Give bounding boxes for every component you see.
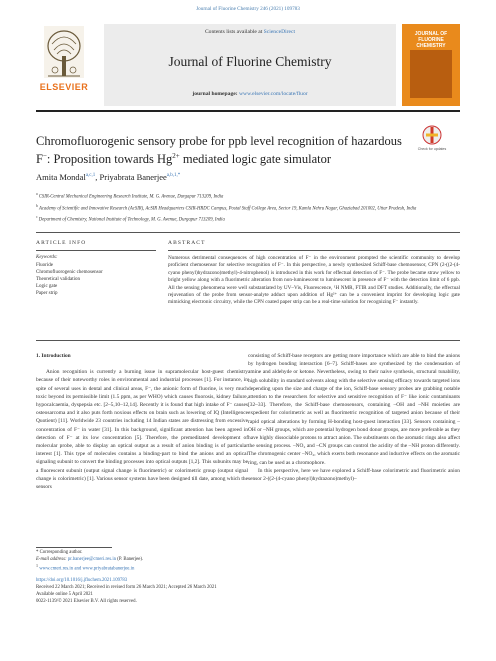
divider: [168, 250, 460, 251]
homepage-link[interactable]: www.elsevier.com/locate/fluor: [239, 91, 308, 97]
body-paragraph: In this perspective, here we have explored a Schiff-base colorimetric and fluorimetric anion sensor 2-((2-(4-cyano phenyl)hydrazono)methyl)–: [248, 467, 460, 483]
copyright: 0022-1139/© 2021 Elsevier B.V. All rights reserved.: [36, 599, 137, 604]
divider: [36, 250, 156, 251]
article-info-heading: ARTICLE INFO: [36, 240, 87, 246]
header-divider: [36, 110, 460, 112]
cover-image: [410, 50, 452, 98]
author-marks[interactable]: a,b,1,*: [166, 173, 181, 179]
abstract-heading: ABSTRACT: [168, 240, 206, 246]
body-column-right: [248, 352, 460, 483]
divider: [36, 232, 460, 233]
body-paragraph: Anion recognition is currently a burning issue in supramolecular host-guest chemistry because of their noteworthy roles in environmental and industrial processes [1]. For instance, in spite of several uses in dental and clinical areas, F⁻, the anionic form of fluorine, is very much toxic beyond its permissible limit (1.5 ppm, as per WHO) which causes fluorosis, kidney failure, hypocalcaemia, dyspepsia etc. [2–5,10–12,14]. Recently it is found that high intake of F⁻ causes osteosarcoma and it also puts forth noxious effects on brain such as lowering of IQ (Intelligence Quotient) [11]. Worldwide 23 countries including 14 Indian states are distressing from excessive concentration of F⁻ in water [31]. In this background, significant attention has been agreed in detection of F⁻ at its low concentration [5]. Therefore, the premeditated development of molecular probe, able to display an optical output as a result of anion binding is of particular interest [1]. This type of molecules contains a binding-part to bind the anions and an optical signaling subunit to convert the binding processes into optical outputs [1,2]. This subunits may be a fluorescent subunit (output signal change is fluorimetric) or colorimetric group (output signal change is colorimetric) [1]. Various sensor systems have been designed till date, among which the sensors: [36, 369, 248, 491]
keyword: Theoretical validation: [36, 277, 81, 282]
body-paragraph: consisting of Schiff-base receptors are getting more importance which are able to bind the anions by hydrogen bonding interaction [6–7]. Schiff-bases are synthesized by the condensation of amine and aldehyde or ketone. Nevertheless, owing to their naive synthesis, structural tunability, high solubility in standard solvents along with the selective sensing efficacy towards targeted ions depending upon the size and charge of the ion, Schiff-base sensory probes are grabbing notable attention to the researchers for selective and sensitive recognition of F⁻ like ionic contaminants [32–33]. Therefore, the Schiff-base chemosensors, containing –OH and –NH moieties are expedient for colorimetric as well as fluorimetric recognition of targeted anion because of their rapid optical alterations by forming H-bonding host-guest interaction [33]. Sensors containing –OH or –NH groups, which are potential hydrogen bond donor groups, are more preferable as they have highly dissociable protons to attract anion. The substituents on the aromatic rings also affect the sensing process. –NO₂ and –CN groups can control the acidity of the –NH proton differently. The chromogenic center –NO₂, which exerts both resonance and inductive effects on the aromatic ring, can be used as a chromophore.: [248, 353, 460, 466]
affiliation-item: $^a$ CSIR-Central Mechanical Engineering Research Institute, M. G. Avenue, Durgapur 713209, India: [36, 192, 224, 200]
abstract-text: Numerous detrimental consequences of high concentration of F⁻ in the environment prompted the scientific community to develop proficient chemosensor for selective recognition of F⁻. In this perspective, a newly synthesized Schiff-base chemosensor, CPN (2-((2-(4-cyano phenyl)hydrazono)methyl)-4-nitrophenol) is introduced in this work for effectual detection of F⁻. The probe became straw yellow to bright yellow along with a fluorimetric alteration from non-luminescent to luminescent in presence of F⁻ with the detection limit of 6 ppb. All the sensing phenomena were well substantiated by UV–Vis, Fluorescence, ¹H NMR, FTIR and DFT studies. Additionally, the effectual rejuvenation of the probe from sensor-analyte adduct upon addition of Hg²⁺ can be a convenient imprint for developing logic gate mimicking electronic circuitry, while the CPN coated paper strip can be a real-time solution for recognizing F⁻ instantly.: [168, 255, 460, 306]
keywords-list: [36, 262, 103, 297]
received-dates: Received 22 March 2021; Received in revised form 26 March 2021; Accepted 26 March 2021: [36, 585, 217, 590]
doi-link[interactable]: https://doi.org/10.1016/j.jfluchem.2021.109783: [36, 578, 128, 583]
footnote-divider: [36, 547, 112, 548]
footnotes: [36, 550, 248, 573]
keyword: Paper strip: [36, 291, 58, 296]
elsevier-logo: [36, 22, 92, 98]
keyword: Logic gate: [36, 284, 58, 289]
journal-cover-thumbnail[interactable]: [402, 24, 460, 106]
affiliation-item: $^c$ Department of Chemistry, National Institute of Technology, M. G. Avenue, Durgapur 713209, India: [36, 215, 225, 223]
svg-text:Check for updates: Check for updates: [417, 147, 447, 151]
affiliation-item: $^b$ Academy of Scientific and Innovative Research (AcSIR), AcSIR Headquarters CSIR-HRDC Campus, Postal Staff College Area, Sector 19, Kamla Nehru Nagar, Ghaziabad 201002, Uttar Pradesh, India: [36, 203, 417, 212]
author-name[interactable]: Priyabrata Banerjee: [99, 172, 167, 182]
article-title: Chromofluorogenic sensory probe for ppb level recognition of hazardous F−: Proposition towards $Hg^{2+}$ mediated logic gate simulator: [36, 134, 402, 167]
website-link[interactable]: www.cmeri.res.in and www.priyabratabanerjee.in: [39, 566, 135, 572]
divider: [36, 340, 460, 341]
available-online: Available online 5 April 2021: [36, 592, 93, 597]
keyword: Fluoride: [36, 263, 53, 268]
author-list: Amita Mondal$^{a,c,1}$, Priyabrata Banerjee$^{a,b,1,*}$: [36, 172, 181, 182]
publisher-name: ELSEVIER: [39, 82, 89, 92]
author-name[interactable]: Amita Mondal: [36, 172, 86, 182]
keywords-label: Keywords:: [36, 255, 58, 260]
journal-reference[interactable]: Journal of Fluorine Chemistry 246 (2021) 109783: [196, 6, 300, 12]
journal-header: [104, 24, 396, 106]
check-for-updates-icon[interactable]: [417, 124, 447, 152]
publication-info: [36, 577, 336, 605]
body-column-left: [36, 352, 248, 491]
journal-title[interactable]: Journal of Fluorine Chemistry: [168, 54, 332, 69]
cover-title: JOURNAL OF FLUORINE CHEMISTRY: [414, 31, 448, 49]
keyword: Chromofluorogenic chemosensor: [36, 270, 103, 275]
email-link[interactable]: pr.banerjee@cmeri.res.in: [67, 556, 117, 562]
sciencedirect-link[interactable]: ScienceDirect: [263, 29, 296, 35]
elsevier-tree-icon: [44, 26, 84, 78]
contents-line: Contents lists available at ScienceDirect: [204, 29, 296, 35]
affiliations: [36, 190, 456, 225]
section-heading: 1. Introduction: [36, 353, 71, 359]
email-note: E-mail address: pr.banerjee@cmeri.res.in (P. Banerjee).: [36, 556, 144, 562]
corresponding-author-note: * Corresponding author.: [36, 550, 83, 555]
website-note: $^1$ www.cmeri.res.in and www.priyabratabanerjee.in: [36, 563, 135, 572]
author-marks[interactable]: a,c,1: [85, 173, 96, 179]
homepage-line: journal homepage: www.elsevier.com/locate/fluor: [192, 91, 308, 97]
